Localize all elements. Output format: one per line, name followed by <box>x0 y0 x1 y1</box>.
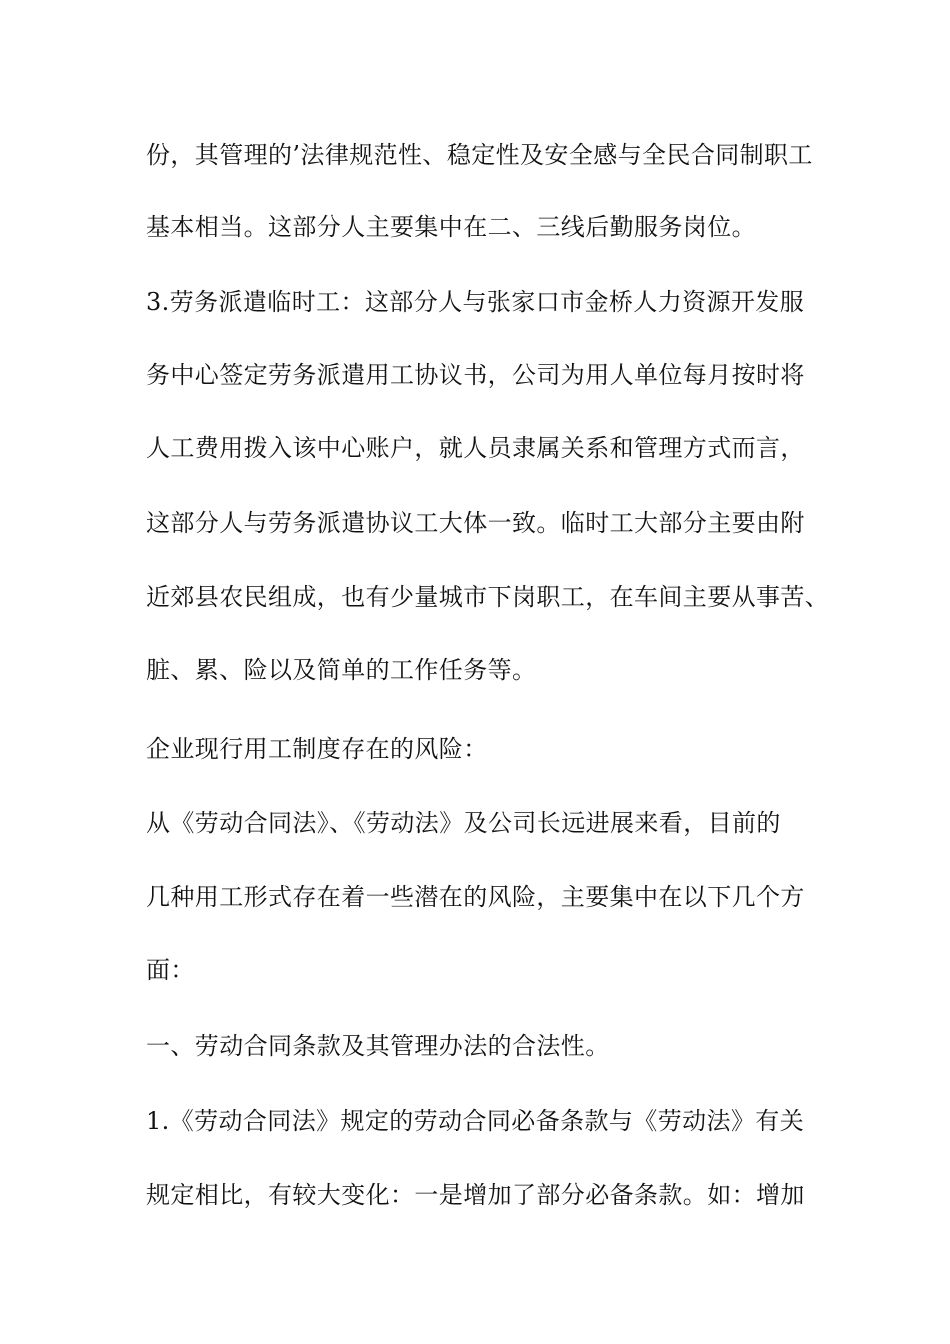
text-line: 人工费用拨入该中心账户，就人员隶属关系和管理方式而言， <box>146 434 805 462</box>
text-line: 基本相当。这部分人主要集中在二、三线后勤服务岗位。 <box>146 213 756 241</box>
text-line: 几种用工形式存在着一些潜在的风险，主要集中在以下几个方 <box>146 883 805 911</box>
text-line: 从《劳动合同法》、《劳动法》及公司长远进展来看，目前的 <box>146 809 781 837</box>
text-line: 面： <box>146 956 195 984</box>
text-line: 3.劳务派遣临时工：这部分人与张家口市金桥人力资源开发服 <box>146 288 805 316</box>
section-heading: 一、劳动合同条款及其管理办法的合法性。 <box>146 1032 610 1060</box>
text-line: 这部分人与劳务派遣协议工大体一致。临时工大部分主要由附 <box>146 509 805 537</box>
text-line: 规定相比，有较大变化：一是增加了部分必备条款。如：增加 <box>146 1181 805 1209</box>
text-line: 务中心签定劳务派遣用工协议书，公司为用人单位每月按时将 <box>146 361 805 389</box>
text-line: 脏、累、险以及简单的工作任务等。 <box>146 656 537 684</box>
text-line: 近郊县农民组成，也有少量城市下岗职工，在车间主要从事苦、 <box>146 583 830 611</box>
section-heading: 企业现行用工制度存在的风险： <box>146 735 488 763</box>
text-line: 1.《劳动合同法》规定的劳动合同必备条款与《劳动法》有关 <box>146 1107 805 1135</box>
text-line: 份，其管理的’法律规范性、稳定性及安全感与全民合同制职工 <box>146 141 813 169</box>
